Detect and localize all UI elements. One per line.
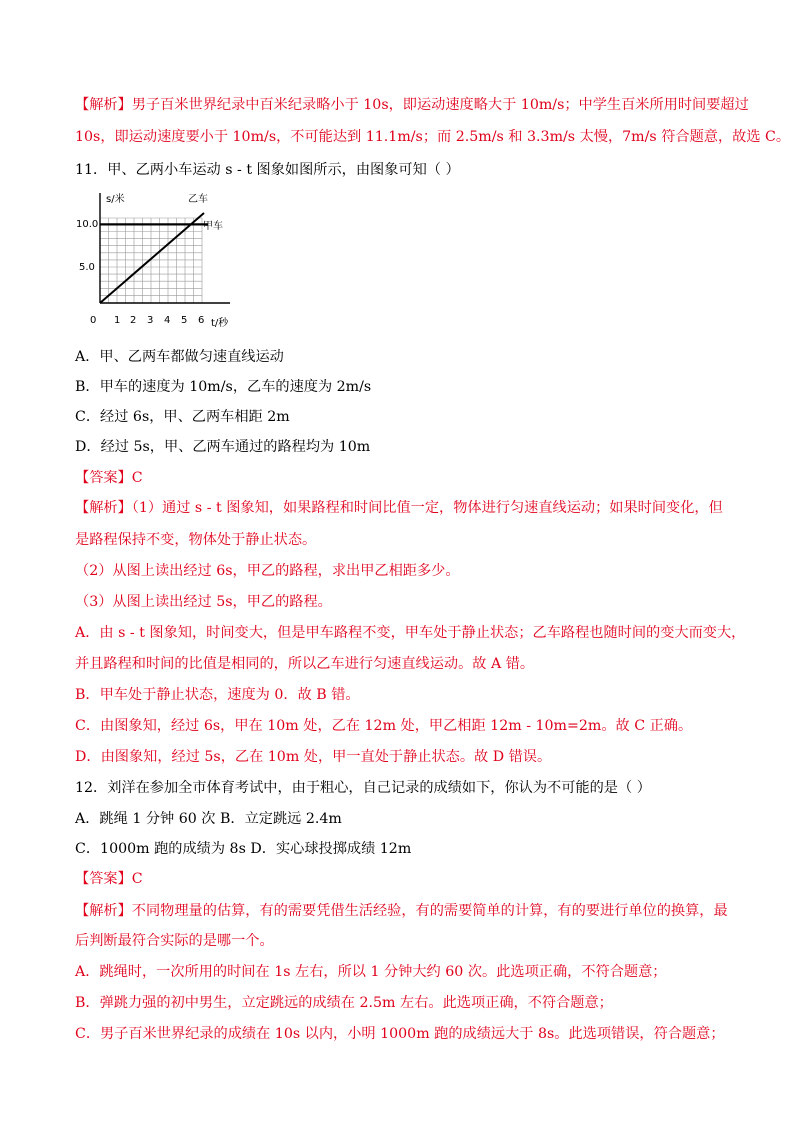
q11-option-c: C．经过 6s，甲、乙两车相距 2m	[75, 409, 290, 425]
graph-xtick-6: 6	[198, 315, 205, 326]
analysis-12-line-5: C．男子百米世界纪录的成绩在 10s 以内，小明 1000m 跑的成绩远大于 8s。此选项错误，符合题意；	[75, 1026, 725, 1042]
graph-ylabel: s/米	[106, 194, 125, 205]
analysis-10-line-1: 【解析】男子百米世界纪录中百米纪录略小于 10s，即运动速度略大于 10m/s；中学生百米所用时间要超过	[75, 97, 749, 113]
analysis-11-line-5: A．由 s - t 图象知，时间变大，但是甲车路程不变，甲车处于静止状态；乙车路程也随时间的变大而变大，	[75, 625, 746, 641]
analysis-11-line-4: （3）从图上读出经过 5s，甲乙的路程。	[75, 594, 332, 610]
answer-11: 【答案】C	[75, 470, 143, 486]
graph-label-jia: 甲车	[203, 221, 223, 232]
analysis-10-line-2: 10s，即运动速度要小于 10m/s，不可能达到 11.1m/s；而 2.5m/s 和 3.3m/s 太慢，7m/s 符合题意，故选 C。	[75, 129, 791, 145]
analysis-11-line-3: （2）从图上读出经过 6s，甲乙的路程，求出甲乙相距多少。	[75, 563, 460, 579]
question-12: 12．刘洋在参加全市体育考试中，由于粗心，自己记录的成绩如下，你认为不可能的是（ ）	[75, 780, 651, 796]
q11-option-a: A．甲、乙两车都做匀速直线运动	[75, 349, 284, 365]
graph-xtick-2: 2	[130, 315, 137, 326]
graph-xtick-0: 0	[90, 315, 97, 326]
question-11: 11．甲、乙两小车运动 s - t 图象如图所示，由图象可知（ ）	[75, 162, 460, 178]
q11-option-d: D．经过 5s，甲、乙两车通过的路程均为 10m	[75, 439, 371, 455]
graph-xlabel: t/秒	[211, 318, 229, 329]
analysis-12-line-2: 后判断最符合实际的是哪一个。	[75, 933, 274, 949]
graph-xtick-3: 3	[147, 315, 154, 326]
q11-option-b: B．甲车的速度为 10m/s，乙车的速度为 2m/s	[75, 379, 372, 395]
q12-options-cd: C．1000m 跑的成绩为 8s D．实心球投掷成绩 12m	[75, 841, 412, 857]
analysis-11-line-8: C．由图象知，经过 6s，甲在 10m 处，乙在 12m 处，甲乙相距 12m - 10m=2m。故 C 正确。	[75, 718, 693, 734]
graph-xtick-1: 1	[114, 315, 121, 326]
graph-ytick-10: 10.0	[76, 219, 99, 230]
q12-options-ab: A．跳绳 1 分钟 60 次 B．立定跳远 2.4m	[75, 811, 342, 827]
graph-xtick-5: 5	[181, 315, 188, 326]
graph-label-yi: 乙车	[188, 194, 208, 205]
st-graph	[76, 183, 250, 333]
analysis-11-line-7: B．甲车处于静止状态，速度为 0．故 B 错。	[75, 687, 360, 703]
analysis-11-line-6: 并且路程和时间的比值是相同的，所以乙车进行匀速直线运动。故 A 错。	[75, 656, 535, 672]
analysis-12-line-4: B．弹跳力强的初中男生，立定跳远的成绩在 2.5m 左右。此选项正确，不符合题意；	[75, 995, 613, 1011]
analysis-12-line-1: 【解析】不同物理量的估算，有的需要凭借生活经验，有的需要简单的计算，有的要进行单位的换算，最	[75, 903, 728, 919]
analysis-11-line-1: 【解析】（1）通过 s - t 图象知，如果路程和时间比值一定，物体进行匀速直线运动；如果时间变化，但	[75, 500, 723, 516]
analysis-11-line-9: D．由图象知，经过 5s，乙在 10m 处，甲一直处于静止状态。故 D 错误。	[75, 749, 552, 765]
graph-ytick-5: 5.0	[79, 262, 95, 273]
analysis-11-line-2: 是路程保持不变，物体处于静止状态。	[75, 532, 317, 548]
answer-12: 【答案】C	[75, 871, 143, 887]
line-yi	[100, 213, 204, 303]
analysis-12-line-3: A．跳绳时，一次所用的时间在 1s 左右，所以 1 分钟大约 60 次。此选项正确，不符合题意；	[75, 964, 667, 980]
graph-xtick-4: 4	[164, 315, 171, 326]
